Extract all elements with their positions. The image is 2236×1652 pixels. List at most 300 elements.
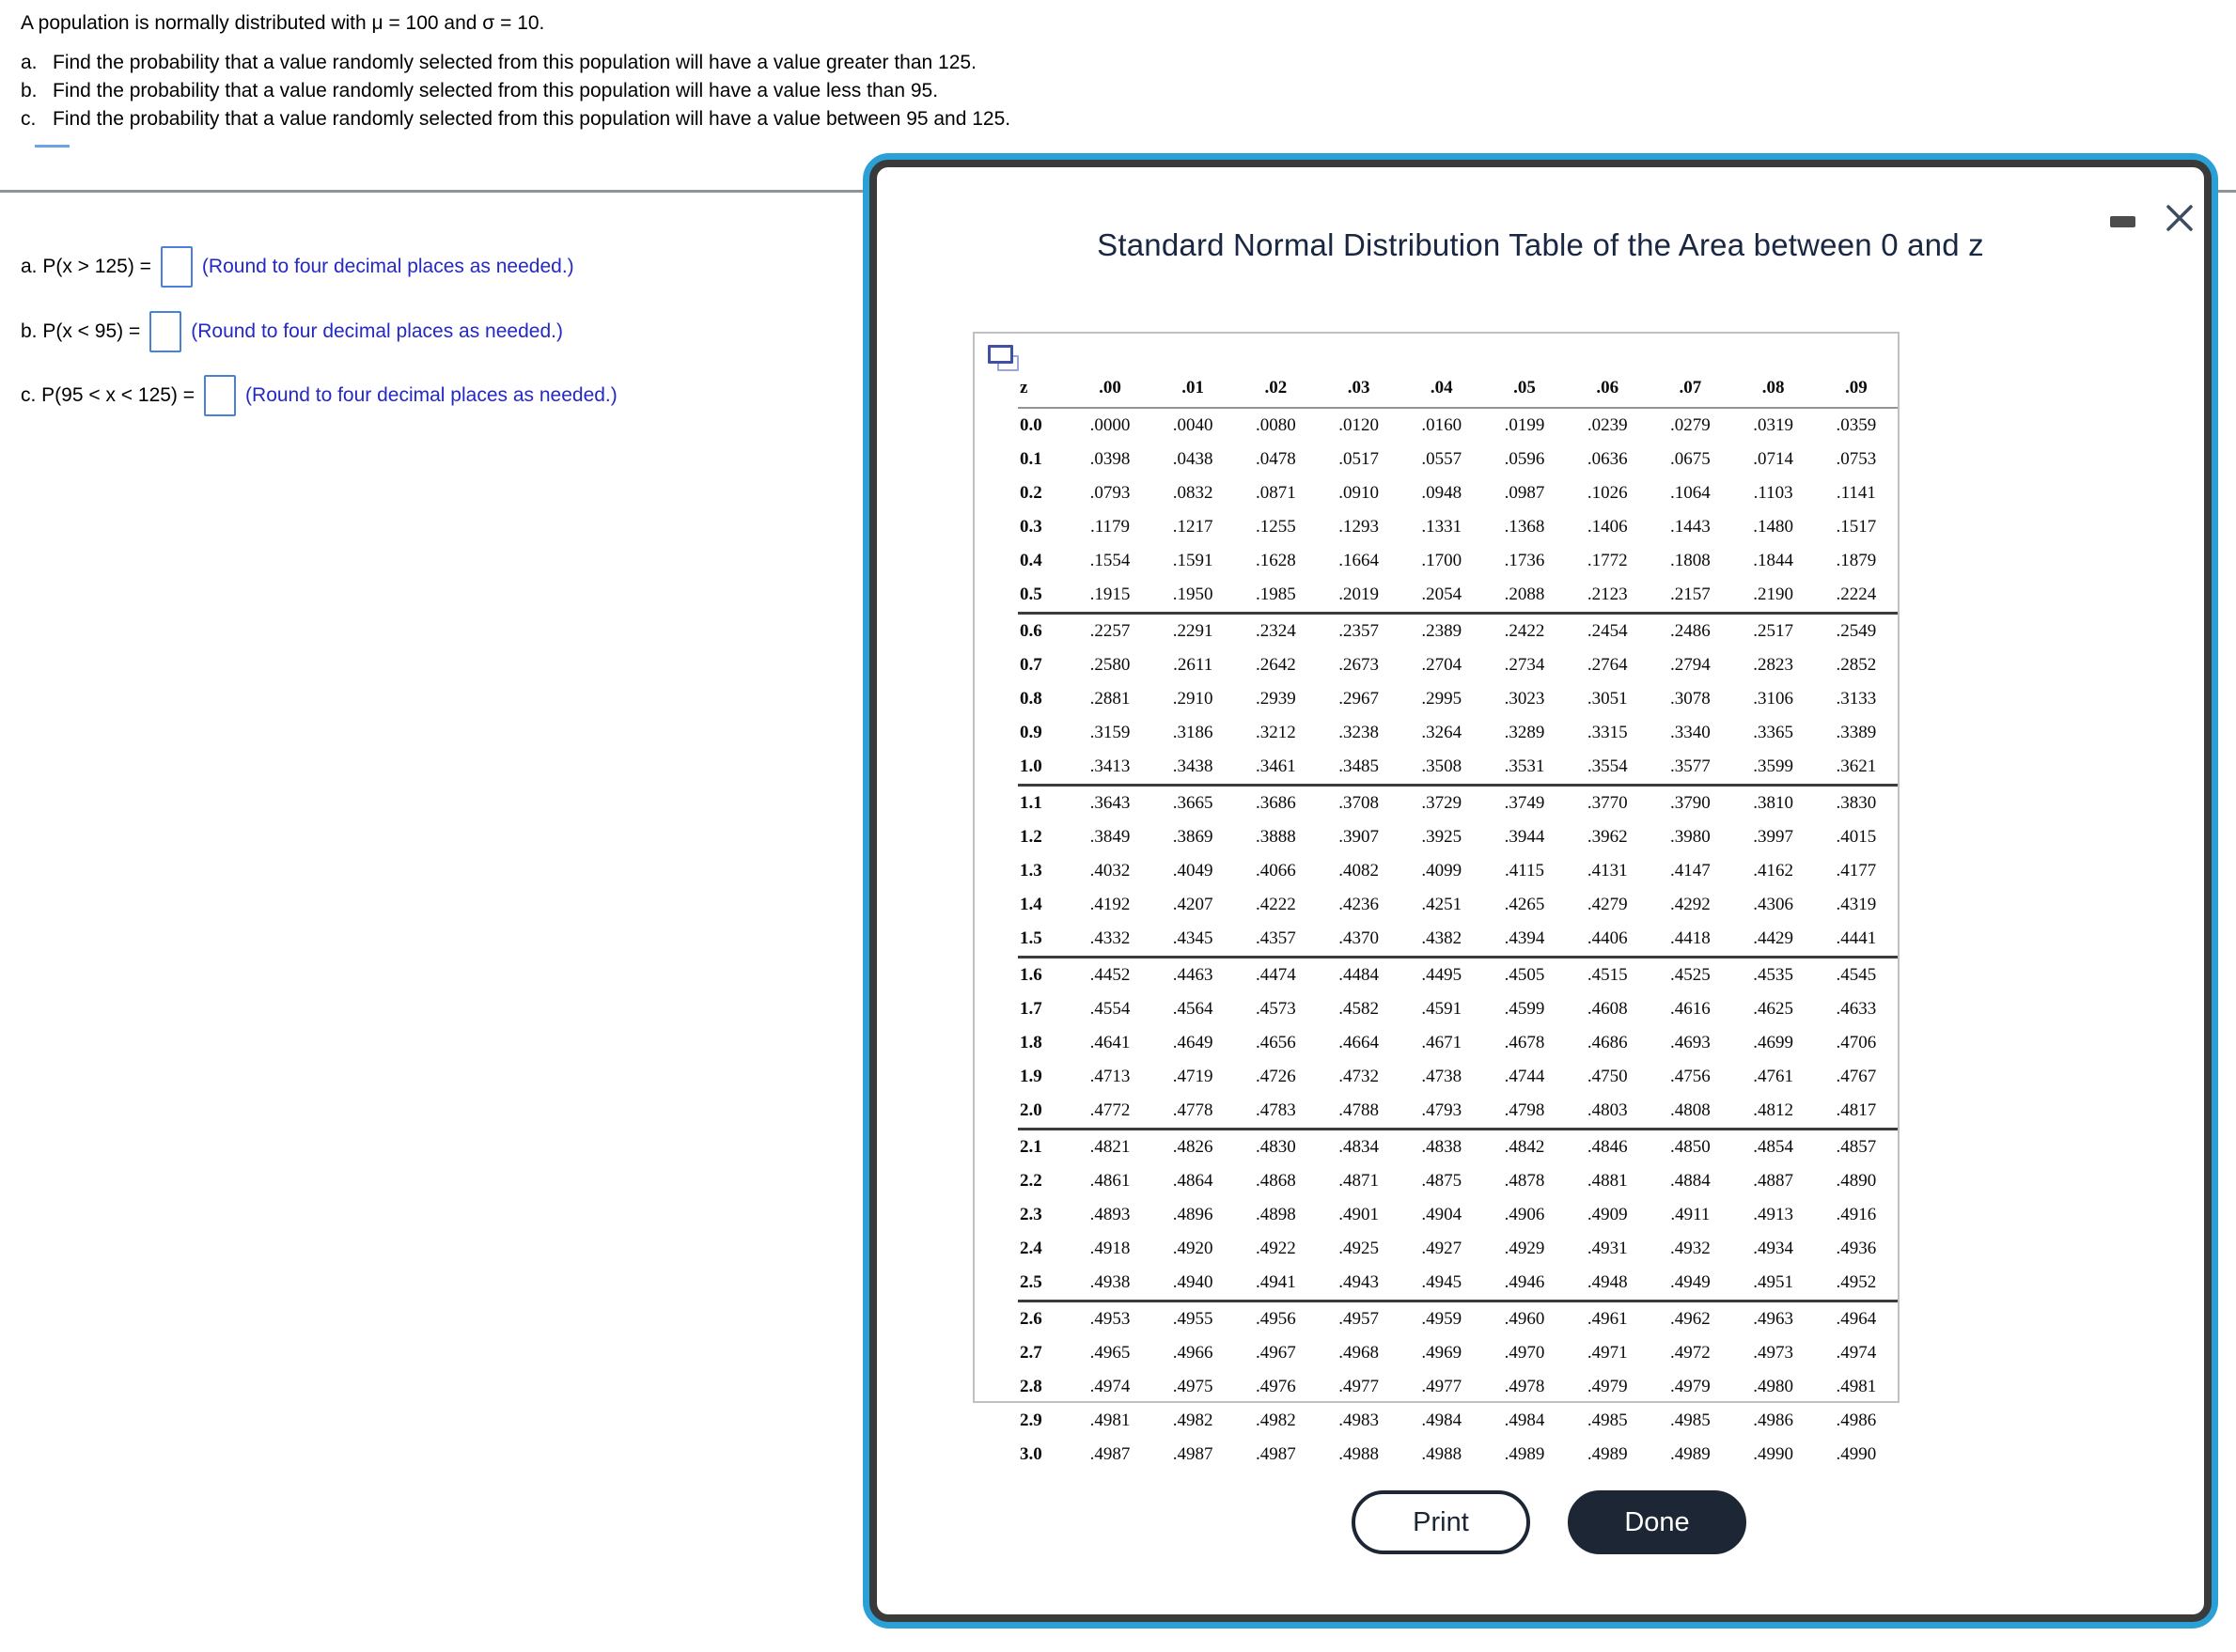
column-header: .06: [1566, 369, 1649, 408]
table-cell: .3980: [1670, 827, 1711, 847]
table-cell: .3944: [1504, 827, 1545, 847]
table-cell: .4966: [1172, 1343, 1213, 1363]
table-cell: .2764: [1587, 655, 1628, 675]
table-cell: .3485: [1317, 750, 1399, 786]
table-cell: .4946: [1483, 1266, 1566, 1301]
z-table-dialog: [863, 153, 2218, 1629]
table-cell: .3106: [1753, 689, 1793, 709]
column-header: .03: [1317, 369, 1399, 408]
table-cell: .3365: [1753, 723, 1793, 742]
table-cell: .0080: [1256, 415, 1296, 435]
table-cell: .4985: [1587, 1410, 1628, 1430]
table-cell: .0319: [1753, 415, 1793, 435]
table-cell: .4756: [1670, 1067, 1711, 1086]
column-header: .04: [1400, 369, 1483, 408]
table-cell: .0359: [1836, 415, 1877, 435]
table-cell: .2123: [1566, 578, 1649, 614]
table-row: [1018, 820, 1898, 854]
table-cell: .4961: [1587, 1309, 1628, 1329]
table-cell: .4817: [1815, 1094, 1898, 1130]
row-label: 0.7: [1020, 655, 1042, 675]
table-cell: .4357: [1234, 922, 1317, 958]
table-cell: .0120: [1338, 415, 1379, 435]
table-cell: .2642: [1256, 655, 1296, 675]
print-button[interactable]: Print: [1352, 1490, 1530, 1554]
table-cell: .0557: [1421, 449, 1462, 469]
table-cell: .4842: [1504, 1137, 1545, 1157]
table-cell: .4979: [1670, 1377, 1711, 1396]
row-label: 1.4: [1020, 895, 1042, 914]
table-cell: .4941: [1234, 1266, 1317, 1301]
table-cell: .4761: [1753, 1067, 1793, 1086]
table-cell: .4861: [1089, 1171, 1131, 1191]
row-label: 2.2: [1020, 1171, 1042, 1191]
table-cell: .4292: [1670, 895, 1711, 914]
table-cell: .4975: [1172, 1377, 1213, 1396]
table-cell: .4986: [1753, 1410, 1793, 1430]
table-cell: .4162: [1753, 861, 1793, 881]
table-cell: .1480: [1753, 517, 1793, 537]
table-cell: .4452: [1089, 965, 1131, 985]
answer-input-c[interactable]: [204, 375, 236, 416]
row-label: 1.6: [1020, 965, 1042, 985]
table-cell: .4909: [1587, 1205, 1628, 1224]
table-row: [1018, 958, 1898, 993]
table-cell: .4979: [1587, 1377, 1628, 1396]
table-cell: .3643: [1089, 793, 1131, 813]
table-cell: .4788: [1317, 1094, 1399, 1130]
table-cell: .3708: [1338, 793, 1379, 813]
row-label: 1.3: [1020, 861, 1042, 881]
table-cell: .4901: [1338, 1205, 1379, 1224]
table-cell: .4893: [1089, 1205, 1131, 1224]
table-cell: .4875: [1421, 1171, 1462, 1191]
table-cell: .4808: [1649, 1094, 1731, 1130]
table-cell: .4099: [1421, 861, 1462, 881]
table-cell: .4664: [1338, 1033, 1379, 1052]
row-label: 0.1: [1020, 449, 1042, 469]
table-cell: .2517: [1753, 621, 1793, 641]
table-cell: .0987: [1504, 483, 1545, 503]
table-cell: .4319: [1836, 895, 1877, 914]
table-cell: .4986: [1836, 1410, 1877, 1430]
table-cell: .0438: [1172, 449, 1213, 469]
table-cell: .0199: [1504, 415, 1545, 435]
table-cell: .4798: [1483, 1094, 1566, 1130]
column-header: .01: [1151, 369, 1234, 408]
table-row: [1018, 854, 1898, 888]
table-row: [1018, 1370, 1898, 1404]
table-cell: .4699: [1753, 1033, 1793, 1052]
table-cell: .4686: [1587, 1033, 1628, 1052]
table-cell: .4964: [1836, 1309, 1877, 1329]
table-cell: .4981: [1089, 1410, 1131, 1430]
table-cell: .4744: [1504, 1067, 1545, 1086]
table-row: [1018, 1404, 1898, 1438]
z-table-panel: [973, 332, 1900, 1464]
table-cell: .4987: [1172, 1444, 1213, 1464]
table-cell: .1554: [1089, 551, 1131, 570]
table-cell: .4918: [1089, 1239, 1131, 1258]
table-row: [1018, 443, 1898, 476]
dialog-title: Standard Normal Distribution Table of the Area between 0 and z: [1097, 227, 1984, 262]
table-cell: .3389: [1836, 723, 1877, 742]
table-cell: .3264: [1421, 723, 1462, 742]
table-cell: .4599: [1504, 999, 1545, 1019]
table-cell: .4938: [1069, 1266, 1151, 1301]
table-row: [1018, 476, 1898, 510]
row-label: 2.3: [1020, 1205, 1042, 1224]
table-cell: .4984: [1421, 1410, 1462, 1430]
table-row: [1018, 648, 1898, 682]
row-label: 1.5: [1018, 922, 1069, 958]
table-cell: .4948: [1566, 1266, 1649, 1301]
table-cell: .4925: [1338, 1239, 1379, 1258]
row-label: 2.7: [1020, 1343, 1042, 1363]
table-cell: .0398: [1089, 449, 1131, 469]
table-cell: .4974: [1089, 1377, 1131, 1396]
row-label: 1.0: [1018, 750, 1069, 786]
dialog-content: [869, 160, 2212, 1622]
row-label: 0.4: [1020, 551, 1042, 570]
table-cell: .4949: [1649, 1266, 1731, 1301]
table-cell: .4713: [1089, 1067, 1131, 1086]
table-cell: .4978: [1504, 1377, 1545, 1396]
table-cell: .1255: [1256, 517, 1296, 537]
table-cell: .4971: [1587, 1343, 1628, 1363]
table-cell: .2673: [1338, 655, 1379, 675]
table-cell: .1368: [1504, 517, 1545, 537]
table-cell: .1985: [1234, 578, 1317, 614]
table-cell: .2486: [1670, 621, 1711, 641]
column-header: .00: [1069, 369, 1151, 408]
table-cell: .4989: [1670, 1444, 1711, 1464]
table-row: [1018, 1164, 1898, 1198]
table-cell: .3186: [1172, 723, 1213, 742]
table-row: [1018, 682, 1898, 716]
table-cell: .1064: [1670, 483, 1711, 503]
table-cell: .3810: [1753, 793, 1793, 813]
minimize-icon[interactable]: [2110, 216, 2135, 227]
column-header: .08: [1732, 369, 1815, 408]
table-cell: .4236: [1338, 895, 1379, 914]
table-cell: .1950: [1151, 578, 1234, 614]
row-label: 0.6: [1020, 621, 1042, 641]
table-cell: .1915: [1069, 578, 1151, 614]
table-cell: .4962: [1670, 1309, 1711, 1329]
table-cell: .4772: [1069, 1094, 1151, 1130]
answer-row-c: [21, 375, 618, 416]
table-cell: .4959: [1421, 1309, 1462, 1329]
table-cell: .4429: [1732, 922, 1815, 958]
problem-intro: A population is normally distributed with μ = 100 and σ = 10.: [21, 12, 545, 34]
table-cell: .4868: [1256, 1171, 1296, 1191]
table-cell: .4345: [1151, 922, 1234, 958]
table-row: [1018, 716, 1898, 750]
table-cell: .1772: [1587, 551, 1628, 570]
table-cell: .1736: [1504, 551, 1545, 570]
table-cell: .3849: [1089, 827, 1131, 847]
table-cell: .2734: [1504, 655, 1545, 675]
table-cell: .4887: [1753, 1171, 1793, 1191]
table-cell: .4911: [1670, 1205, 1711, 1224]
table-cell: .1026: [1587, 483, 1628, 503]
column-header: .09: [1815, 369, 1898, 408]
table-cell: .2088: [1483, 578, 1566, 614]
done-button[interactable]: Done: [1568, 1490, 1746, 1554]
table-cell: .4616: [1670, 999, 1711, 1019]
table-cell: .4382: [1400, 922, 1483, 958]
table-cell: .4484: [1338, 965, 1379, 985]
table-cell: .0832: [1172, 483, 1213, 503]
part-text: Find the probability that a value randomly selected from this population will have a value between 95 and 125.: [53, 108, 1011, 130]
table-row: [1018, 1060, 1898, 1094]
table-cell: .4515: [1587, 965, 1628, 985]
row-label: 2.8: [1020, 1377, 1042, 1396]
table-cell: .4834: [1338, 1137, 1379, 1157]
table-cell: .1443: [1670, 517, 1711, 537]
table-cell: .4495: [1421, 965, 1462, 985]
table-cell: .3159: [1089, 723, 1131, 742]
table-cell: .0478: [1256, 449, 1296, 469]
table-cell: .4963: [1753, 1309, 1793, 1329]
table-cell: .4641: [1089, 1033, 1131, 1052]
table-cell: .4936: [1836, 1239, 1877, 1258]
table-cell: .4767: [1836, 1067, 1877, 1086]
table-cell: .4898: [1256, 1205, 1296, 1224]
table-cell: .2389: [1421, 621, 1462, 641]
z-table: [1018, 369, 1898, 1472]
column-header: z: [1018, 369, 1069, 408]
table-cell: .4846: [1587, 1137, 1628, 1157]
table-row: [1018, 578, 1898, 614]
column-header: .02: [1234, 369, 1317, 408]
table-row: [1018, 544, 1898, 578]
table-cell: .3686: [1256, 793, 1296, 813]
answer-expression-b: b. P(x < 95) =: [21, 320, 141, 342]
table-cell: .4032: [1089, 861, 1131, 881]
table-cell: .4671: [1421, 1033, 1462, 1052]
table-cell: .4147: [1670, 861, 1711, 881]
table-cell: .3078: [1670, 689, 1711, 709]
table-cell: .4890: [1836, 1171, 1877, 1191]
table-cell: .4953: [1089, 1309, 1131, 1329]
table-cell: .1331: [1421, 517, 1462, 537]
table-cell: .4838: [1421, 1137, 1462, 1157]
table-cell: .4850: [1670, 1137, 1711, 1157]
answer-input-a[interactable]: [161, 246, 193, 288]
table-row: [1018, 1130, 1898, 1165]
table-cell: .2852: [1836, 655, 1877, 675]
problem-part-b: [21, 77, 1010, 105]
table-cell: .4649: [1172, 1033, 1213, 1052]
table-cell: .4970: [1504, 1343, 1545, 1363]
table-cell: .4633: [1836, 999, 1877, 1019]
table-cell: .4573: [1256, 999, 1296, 1019]
table-cell: .3790: [1670, 793, 1711, 813]
rounding-hint-c: (Round to four decimal places as needed.): [245, 384, 618, 406]
table-cell: .1700: [1421, 551, 1462, 570]
table-cell: .4985: [1670, 1410, 1711, 1430]
table-cell: .4977: [1338, 1377, 1379, 1396]
table-cell: .4564: [1172, 999, 1213, 1019]
table-cell: .3023: [1504, 689, 1545, 709]
row-label: 0.8: [1020, 689, 1042, 709]
table-cell: .1664: [1338, 551, 1379, 570]
row-label: 1.9: [1020, 1067, 1042, 1086]
row-label: 0.2: [1020, 483, 1042, 503]
table-cell: .4826: [1172, 1137, 1213, 1157]
table-cell: .2549: [1836, 621, 1877, 641]
table-cell: .4973: [1753, 1343, 1793, 1363]
table-cell: .3315: [1587, 723, 1628, 742]
table-cell: .4990: [1836, 1444, 1877, 1464]
table-row: [1018, 510, 1898, 544]
table-cell: .4370: [1317, 922, 1399, 958]
table-cell: .1879: [1836, 551, 1877, 570]
table-cell: .3577: [1649, 750, 1731, 786]
table-cell: .2939: [1256, 689, 1296, 709]
table-cell: .4943: [1317, 1266, 1399, 1301]
table-cell: .2454: [1587, 621, 1628, 641]
table-cell: .2291: [1172, 621, 1213, 641]
row-label: 1.7: [1020, 999, 1042, 1019]
table-cell: .1406: [1587, 517, 1628, 537]
table-cell: .4474: [1256, 965, 1296, 985]
answer-input-b[interactable]: [149, 311, 181, 352]
table-cell: .4812: [1732, 1094, 1815, 1130]
table-cell: .4982: [1172, 1410, 1213, 1430]
table-cell: .4279: [1587, 895, 1628, 914]
table-cell: .3997: [1753, 827, 1793, 847]
table-cell: .1217: [1172, 517, 1213, 537]
table-row: [1018, 1438, 1898, 1472]
table-cell: .1844: [1753, 551, 1793, 570]
table-cell: .3770: [1587, 793, 1628, 813]
table-cell: .3888: [1256, 827, 1296, 847]
table-cell: .4656: [1256, 1033, 1296, 1052]
row-label: 2.1: [1020, 1137, 1042, 1157]
table-cell: .4783: [1234, 1094, 1317, 1130]
table-row: [1018, 992, 1898, 1026]
table-cell: .4984: [1504, 1410, 1545, 1430]
table-cell: .4222: [1256, 895, 1296, 914]
table-cell: .4732: [1338, 1067, 1379, 1086]
table-cell: .3508: [1400, 750, 1483, 786]
rounding-hint-b: (Round to four decimal places as needed.): [191, 320, 563, 342]
table-cell: .4931: [1587, 1239, 1628, 1258]
table-cell: .4306: [1753, 895, 1793, 914]
table-cell: .4977: [1421, 1377, 1462, 1396]
table-cell: .4066: [1256, 861, 1296, 881]
table-cell: .4932: [1670, 1239, 1711, 1258]
table-cell: .0279: [1670, 415, 1711, 435]
table-row: [1018, 1094, 1898, 1130]
table-cell: .4916: [1836, 1205, 1877, 1224]
table-cell: .4864: [1172, 1171, 1213, 1191]
table-cell: .3461: [1234, 750, 1317, 786]
table-cell: .4265: [1504, 895, 1545, 914]
table-cell: .4115: [1504, 861, 1545, 881]
table-cell: .4934: [1753, 1239, 1793, 1258]
table-cell: .4896: [1172, 1205, 1213, 1224]
table-cell: .2794: [1670, 655, 1711, 675]
table-cell: .3413: [1069, 750, 1151, 786]
table-cell: .4608: [1587, 999, 1628, 1019]
table-cell: .2704: [1421, 655, 1462, 675]
table-cell: .4706: [1836, 1033, 1877, 1052]
column-header: .05: [1483, 369, 1566, 408]
table-cell: .4974: [1836, 1343, 1877, 1363]
table-cell: .4525: [1670, 965, 1711, 985]
table-cell: .4803: [1566, 1094, 1649, 1130]
table-row: [1018, 786, 1898, 821]
table-cell: .4976: [1256, 1377, 1296, 1396]
open-in-window-icon[interactable]: [988, 345, 1022, 375]
table-cell: .4015: [1836, 827, 1877, 847]
table-cell: .4678: [1504, 1033, 1545, 1052]
table-cell: .1293: [1338, 517, 1379, 537]
table-cell: .4965: [1089, 1343, 1131, 1363]
table-row: [1018, 1301, 1898, 1337]
rounding-hint-a: (Round to four decimal places as needed.): [201, 256, 574, 277]
table-cell: .0239: [1587, 415, 1628, 435]
table-cell: .4989: [1504, 1444, 1545, 1464]
table-cell: .4920: [1172, 1239, 1213, 1258]
table-cell: .4929: [1504, 1239, 1545, 1258]
table-cell: .4505: [1504, 965, 1545, 985]
table-cell: .2357: [1338, 621, 1379, 641]
table-cell: .3554: [1566, 750, 1649, 786]
table-cell: .1808: [1670, 551, 1711, 570]
table-cell: .4927: [1421, 1239, 1462, 1258]
table-cell: .4988: [1421, 1444, 1462, 1464]
table-cell: .4906: [1504, 1205, 1545, 1224]
table-cell: .3665: [1172, 793, 1213, 813]
table-cell: .4821: [1089, 1137, 1131, 1157]
table-cell: .3621: [1815, 750, 1898, 786]
table-cell: .4983: [1338, 1410, 1379, 1430]
table-cell: .3599: [1732, 750, 1815, 786]
row-label: 2.0: [1018, 1094, 1069, 1130]
table-cell: .2054: [1400, 578, 1483, 614]
table-cell: .4945: [1400, 1266, 1483, 1301]
table-cell: .2422: [1504, 621, 1545, 641]
table-cell: .4987: [1256, 1444, 1296, 1464]
table-cell: .0793: [1089, 483, 1131, 503]
row-label: 2.5: [1018, 1266, 1069, 1301]
table-cell: .4981: [1836, 1377, 1877, 1396]
table-cell: .3051: [1587, 689, 1628, 709]
table-row: [1018, 1232, 1898, 1266]
table-cell: .0160: [1421, 415, 1462, 435]
close-icon[interactable]: [2161, 199, 2198, 237]
row-label: 2.6: [1020, 1309, 1042, 1329]
table-cell: .4922: [1256, 1239, 1296, 1258]
table-cell: .2910: [1172, 689, 1213, 709]
table-cell: .2580: [1089, 655, 1131, 675]
part-label: a.: [21, 52, 38, 73]
table-cell: .4778: [1151, 1094, 1234, 1130]
table-cell: .4989: [1587, 1444, 1628, 1464]
table-cell: .3289: [1504, 723, 1545, 742]
table-cell: .4192: [1089, 895, 1131, 914]
table-cell: .4884: [1670, 1171, 1711, 1191]
show-more-indicator: [35, 145, 70, 148]
table-cell: .4913: [1753, 1205, 1793, 1224]
table-cell: .4726: [1256, 1067, 1296, 1086]
column-header: .07: [1649, 369, 1731, 408]
